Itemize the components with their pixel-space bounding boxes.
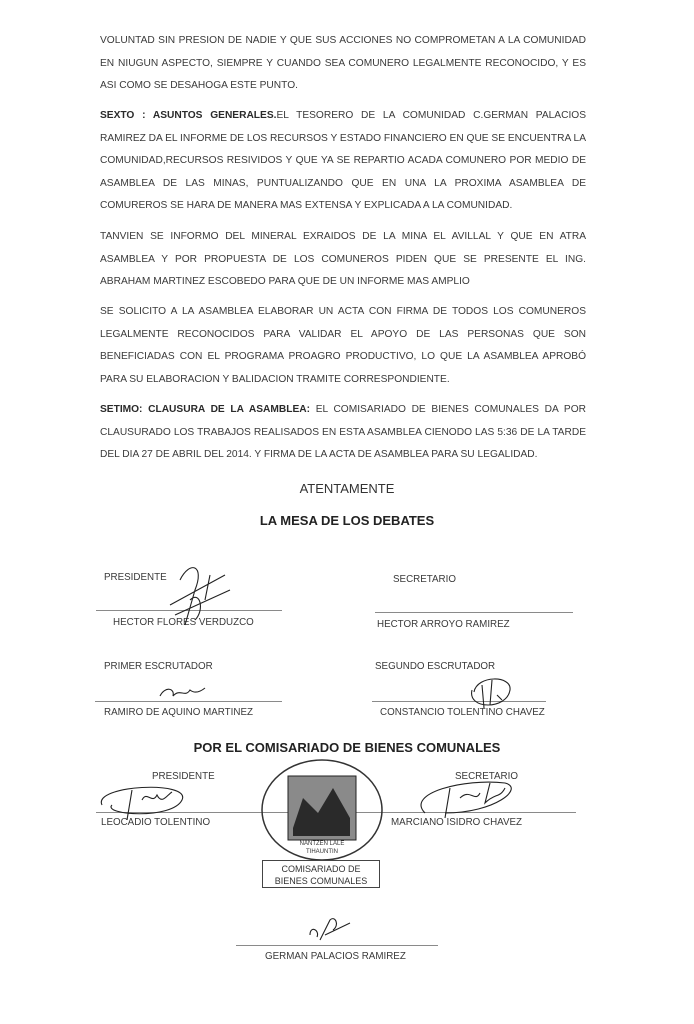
primer-escrutador-name: RAMIRO DE AQUINO MARTINEZ bbox=[104, 707, 253, 718]
paragraph-text: EL COMISARIADO DE BIENES COMUNALES DA POR CLAUSURADO LOS TRABAJOS REALISADOS EN ESTA ASAMBLEA CIENODO LAS 5:36 DE LA TARDE DEL DIA 27 DE ABRIL DEL 2014. Y FIRMA DE LA ACTA DE ASAMBLEA PARA SU LEGALIDAD. bbox=[100, 404, 586, 460]
signature-mark bbox=[462, 670, 522, 720]
signature-line bbox=[236, 945, 438, 946]
seal-box-line2: BIENES COMUNALES bbox=[274, 876, 368, 886]
signature-mark bbox=[150, 560, 240, 640]
signature-line bbox=[375, 612, 573, 613]
mesa-presidente-name: HECTOR FLORES VERDUZCO bbox=[113, 617, 254, 628]
paragraph-solicito bbox=[100, 301, 586, 391]
comisariado-presidente-role: PRESIDENTE bbox=[152, 771, 215, 782]
mesa-title: LA MESA DE LOS DEBATES bbox=[259, 513, 435, 528]
mesa-presidente-role: PRESIDENTE bbox=[104, 572, 167, 583]
comisariado-title: POR EL COMISARIADO DE BIENES COMUNALES bbox=[193, 740, 501, 755]
mesa-secretario-name: HECTOR ARROYO RAMIREZ bbox=[377, 619, 510, 630]
section-heading: SEXTO : ASUNTOS GENERALES. bbox=[100, 110, 277, 121]
seal-box-line1: COMISARIADO DE bbox=[281, 864, 361, 874]
seal-inner-line1: NANTZEN LALE bbox=[299, 841, 345, 847]
closing-atentamente: ATENTAMENTE bbox=[299, 481, 395, 496]
signature-mark bbox=[92, 780, 202, 825]
community-seal bbox=[258, 758, 386, 858]
section-heading: SETIMO: CLAUSURA DE LA ASAMBLEA: bbox=[100, 404, 311, 415]
segundo-escrutador-role: SEGUNDO ESCRUTADOR bbox=[375, 661, 496, 672]
paragraph-sexto bbox=[100, 105, 586, 218]
comisariado-secretario-name: MARCIANO ISIDRO CHAVEZ bbox=[391, 817, 522, 828]
signature-mark bbox=[405, 773, 525, 823]
signature-mark bbox=[155, 684, 215, 704]
seal-inner-line2: TIHAUNTIN bbox=[306, 849, 338, 855]
comisariado-presidente-name: LEOCADIO TOLENTINO bbox=[101, 817, 211, 828]
paragraph-setimo bbox=[100, 399, 586, 467]
primer-escrutador-role: PRIMER ESCRUTADOR bbox=[104, 661, 213, 672]
signature-mark bbox=[305, 915, 355, 945]
paragraph-text: SE SOLICITO A LA ASAMBLEA ELABORAR UN ACTA CON FIRMA DE TODOS LOS COMUNEROS LEGALMENTE RECONOCIDOS PARA VALIDAR EL APOYO DE LAS PERSONAS QUE SON BENEFICIADAS CON EL PROGRAMA PROAGRO PRODUCTIVO, LO QUE LA ASAMBLEA APROBÓ PARA SU ELABORACION Y BALIDACION TRAMITE CORRESPONDIENTE. bbox=[100, 306, 586, 385]
comisariado-secretario-role: SECRETARIO bbox=[455, 771, 518, 782]
paragraph-text: TANVIEN SE INFORMO DEL MINERAL EXRAIDOS DE LA MINA EL AVILLAL Y QUE EN ATRA ASAMBLEA Y POR PROPUESTA DE LOS COMUNEROS PIDEN QUE SE PRESENTE EL ING. ABRAHAM MARTINEZ ESCOBEDO PARA QUE DE UN INFORME MAS AMPLIO bbox=[100, 231, 586, 287]
tesorero-name: GERMAN PALACIOS RAMIREZ bbox=[265, 951, 406, 962]
paragraph-text: VOLUNTAD SIN PRESION DE NADIE Y QUE SUS ACCIONES NO COMPROMETAN A LA COMUNIDAD EN NIUGUN ASPECTO, SIEMPRE Y CUANDO SEA COMUNERO LEGALMENTE RECONOCIDO, Y ES ASI COMO SE DESAHOGA ESTE PUNTO. bbox=[100, 35, 586, 91]
paragraph-voluntad bbox=[100, 30, 586, 98]
seal-box bbox=[262, 860, 380, 888]
mesa-secretario-role: SECRETARIO bbox=[393, 574, 456, 585]
segundo-escrutador-name: CONSTANCIO TOLENTINO CHAVEZ bbox=[380, 707, 545, 718]
paragraph-tanvien bbox=[100, 226, 586, 294]
paragraph-text: EL TESORERO DE LA COMUNIDAD C.GERMAN PALACIOS RAMIREZ DA EL INFORME DE LOS RECURSOS Y ESTADO FINANCIERO EN QUE SE ENCUENTRA LA COMUNIDAD,RECURSOS RESIVIDOS Y QUE YA SE REPARTIO ACADA COMUNERO POR MEDIO DE ASAMBLEA DE LAS MINAS, PUNTUALIZANDO QUE EN UNA LA PROXIMA ASAMBLEA DE COMUREROS SE HARA DE MANERA MAS EXTENSA Y EXPLICADA A LA COMUNIDAD. bbox=[100, 110, 586, 211]
